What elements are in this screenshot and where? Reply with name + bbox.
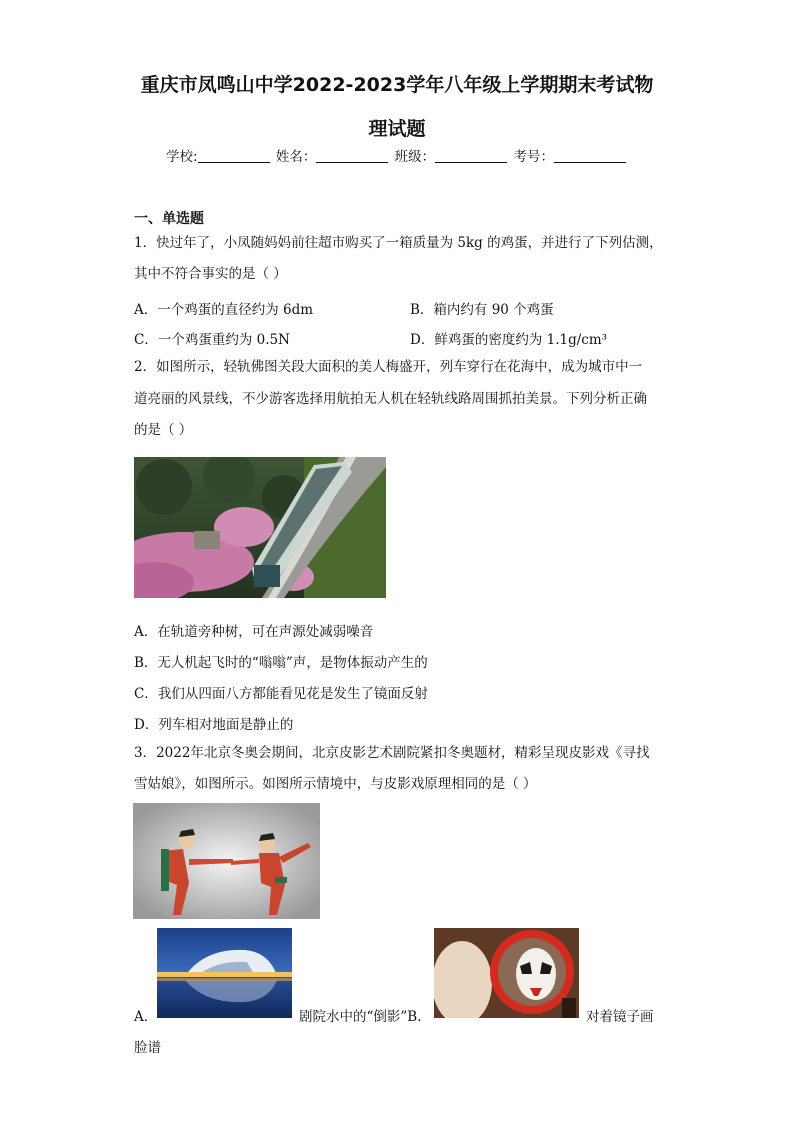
shadow-puppet-photo: [133, 803, 320, 919]
q1-stem-line2: 其中不符合事实的是（ ）: [134, 266, 287, 282]
q1-option-c: C．一个鸡蛋重约为 0.5N: [134, 332, 290, 348]
q2-option-a: A．在轨道旁种树，可在声源处减弱噪音: [134, 624, 374, 640]
q2-stem-line3: 的是（ ）: [134, 422, 193, 438]
q2-option-b: B．无人机起飞时的“嗡嗡”声，是物体振动产生的: [134, 655, 428, 671]
section-title: 一、单选题: [134, 211, 204, 227]
q1-option-a: A．一个鸡蛋的直径约为 6dm: [134, 302, 314, 318]
q3-stem-line2: 雪姑娘》，如图所示。如图所示情境中，与皮影戏原理相同的是（ ）: [134, 776, 537, 792]
school-blank[interactable]: [198, 148, 270, 163]
q3-option-a-text: 剧院水中的“倒影”B．: [299, 1009, 431, 1025]
light-rail-photo: [134, 457, 386, 598]
q3-option-a-label: A．: [134, 1009, 158, 1025]
q3-option-b-continuation: 脸谱: [134, 1040, 161, 1056]
q2-option-c: C．我们从四面八方都能看见花是发生了镜面反射: [134, 686, 428, 702]
q3-option-b-text: 对着镜子画: [586, 1009, 654, 1025]
student-info-row: [0, 145, 794, 165]
class-label: 班级：: [394, 149, 436, 165]
mirror-face-paint-photo: [434, 928, 579, 1018]
exam-title-line2: 理试题: [368, 118, 426, 140]
q3-stem-line1: 3．2022年北京冬奥会期间，北京皮影艺术剧院紧扣冬奥题材，精彩呈现皮影戏《寻找: [134, 745, 650, 761]
q2-option-d: D．列车相对地面是静止的: [134, 717, 294, 733]
class-blank[interactable]: [435, 148, 507, 163]
q2-stem-line1: 2．如图所示，轻轨佛图关段大面积的美人梅盛开，列车穿行在花海中，成为城市中一: [134, 359, 643, 375]
name-blank[interactable]: [316, 148, 388, 163]
q1-option-b: B．箱内约有 90 个鸡蛋: [410, 302, 554, 318]
school-label: 学校:: [166, 149, 198, 165]
name-label: 姓名：: [275, 149, 317, 165]
q1-option-d: D．鲜鸡蛋的密度约为 1.1g/cm³: [410, 332, 608, 348]
exam-title-line1: 重庆市凤鸣山中学2022-2023学年八年级上学期期末考试物: [140, 74, 654, 96]
exam-number-blank[interactable]: [554, 148, 626, 163]
q1-stem-line1: 1．快过年了，小凤随妈妈前往超市购买了一箱质量为 5kg 的鸡蛋，并进行了下列估测，: [134, 235, 663, 251]
exam-number-label: 考号：: [513, 149, 554, 165]
theater-reflection-photo: [157, 928, 292, 1018]
q2-stem-line2: 道亮丽的风景线，不少游客选择用航拍无人机在轻轨线路周围抓拍美景。下列分析正确: [134, 391, 647, 407]
